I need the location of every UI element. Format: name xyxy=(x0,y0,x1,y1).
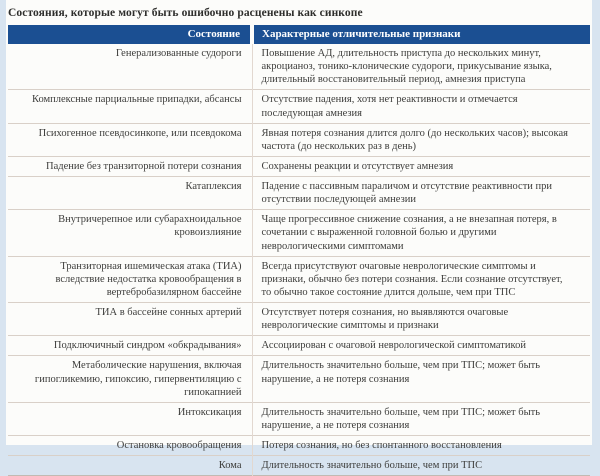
signs-cell: Длительность значительно больше, чем при ТПС; может быть нарушение, а не потеря сознания xyxy=(252,402,590,435)
condition-cell: Интоксикация xyxy=(8,402,252,435)
table-row xyxy=(8,210,590,256)
signs-cell: Потеря сознания, но без спонтанного восстановления xyxy=(252,436,590,456)
table-row xyxy=(8,456,590,476)
signs-cell: Падение с пассивным параличом и отсутствие реактивности при отсутствии последующей амнезии xyxy=(252,177,590,210)
signs-cell: Отсутствует потеря сознания, но выявляются очаговые неврологические симптомы и признаки xyxy=(252,303,590,336)
table-row xyxy=(8,90,590,123)
signs-cell: Ассоциирован с очаговой неврологической симптоматикой xyxy=(252,336,590,356)
table-title: Состояния, которые могут быть ошибочно расценены как синкопе xyxy=(8,7,363,19)
condition-cell: ТИА в бассейне сонных артерий xyxy=(8,303,252,336)
signs-cell: Всегда присутствуют очаговые неврологические симптомы и признаки, обычно без потери сознания. Если сознание отсутствует, то обычно такое состояние длится дольше, чем при ТПС xyxy=(252,256,590,302)
signs-cell: Длительность значительно больше, чем при ТПС xyxy=(252,456,590,476)
column-header-condition: Состояние xyxy=(8,25,252,44)
table-row xyxy=(8,256,590,302)
condition-cell: Транзиторная ишемическая атака (ТИА) вследствие недостатка кровообращения в вертебробазилярном бассейне xyxy=(8,256,252,302)
conditions-table xyxy=(8,25,590,476)
signs-cell: Сохранены реакции и отсутствует амнезия xyxy=(252,156,590,176)
table-row xyxy=(8,44,590,90)
content-panel xyxy=(6,0,592,472)
table-row xyxy=(8,436,590,456)
condition-cell: Генерализованные судороги xyxy=(115,48,242,59)
table-row xyxy=(8,356,590,402)
column-header-signs: Характерные отличительные признаки xyxy=(252,25,590,44)
signs-cell: Длительность значительно больше, чем при ТПС; может быть нарушение, а не потеря сознания xyxy=(252,356,590,402)
table-row xyxy=(8,156,590,176)
condition-cell: Комплексные парциальные припадки, абсансы xyxy=(8,90,252,123)
condition-cell: Кома xyxy=(8,456,252,476)
condition-cell: Психогенное псевдосинкопе, или псевдокома xyxy=(8,123,252,156)
signs-cell: Явная потеря сознания длится долго (до нескольких часов); высокая частота (до нескольких раз в день) xyxy=(252,123,590,156)
table-row xyxy=(8,402,590,435)
table-body xyxy=(8,44,590,476)
table-row xyxy=(8,336,590,356)
header-row xyxy=(8,25,590,44)
table-row xyxy=(8,303,590,336)
condition-cell: Метаболические нарушения, включая гипогликемию, гипоксию, гипервентиляцию с гипокапнией xyxy=(8,356,252,402)
signs-cell: Отсутствие падения, хотя нет реактивности и отмечается последующая амнезия xyxy=(252,90,590,123)
table-row xyxy=(8,123,590,156)
signs-cell: Повышение АД, длительность приступа до нескольких минут, акроцианоз, тонико-клонические судороги, прикусывание языка, длительный восстановительный период, амнезия приступа xyxy=(252,44,590,90)
condition-cell: Подключичный синдром «обкрадывания» xyxy=(8,336,252,356)
signs-cell: Чаще прогрессивное снижение сознания, а не внезапная потеря, в сочетании с выраженной головной болью и другими неврологическими симптомами xyxy=(252,210,590,256)
table-row xyxy=(8,177,590,210)
condition-cell: Падение без транзиторной потери сознания xyxy=(8,156,252,176)
condition-cell: Катаплексия xyxy=(8,177,252,210)
condition-cell: Внутричерепное или субарахноидальное кровоизлияние xyxy=(8,210,252,256)
condition-cell: Остановка кровообращения xyxy=(8,436,252,456)
